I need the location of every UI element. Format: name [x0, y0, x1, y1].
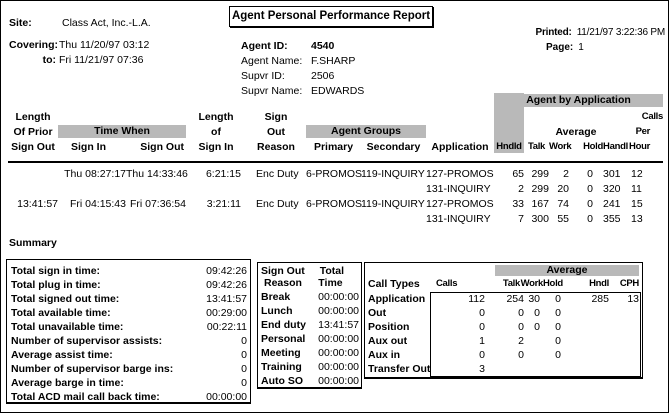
cell-application: 127-PROMOS: [426, 167, 494, 180]
reason-label: Personal: [261, 332, 306, 345]
cell-cph: 11: [631, 182, 642, 195]
talk-value: 0: [518, 348, 524, 361]
reason-row: [261, 317, 359, 331]
call-type-label: Aux out: [368, 334, 408, 347]
total-value: 0: [241, 362, 247, 375]
cell-sign-in: Thu 08:27:17: [64, 167, 126, 180]
total-value: 0: [241, 348, 247, 361]
supvr-name-label: Supvr Name:: [241, 85, 303, 97]
sign-out-reason-box: [257, 262, 362, 389]
col-header-average: Average: [555, 125, 597, 138]
cell-secondary-group: 119-INQUIRY: [361, 197, 425, 210]
calls-value: 112: [468, 292, 485, 305]
reason-label: End duty: [261, 318, 306, 331]
covering-from: Thu 11/20/97 03:12: [59, 39, 150, 51]
reason-label: Break: [261, 290, 291, 303]
total-row: [11, 305, 247, 319]
cph-header: CPH: [619, 278, 639, 290]
to-label: to:: [42, 54, 56, 66]
cell-cph: 12: [631, 167, 643, 180]
cell-length-sign-in: 6:21:15: [205, 167, 241, 180]
cell-work: 2: [563, 167, 569, 180]
hndl-value: 285: [591, 292, 609, 305]
cell-handl: 355: [603, 212, 621, 225]
col-header-sign-out: Sign Out: [140, 140, 184, 153]
total-label: Average barge in time:: [11, 376, 124, 389]
total-label: Average assist time:: [11, 348, 113, 361]
hold-value: 0: [555, 348, 561, 361]
call-type-label: Out: [368, 306, 387, 319]
calls-value: 0: [479, 348, 485, 361]
col-header-work: Work: [549, 141, 572, 153]
average-band: Average: [495, 265, 639, 276]
app-row: [8, 210, 663, 225]
total-value: 00:29:00: [206, 306, 247, 319]
reason-row: [261, 373, 359, 387]
col-header-reason: Reason: [257, 140, 295, 153]
performance-table-header: [8, 93, 663, 153]
calls-value: 1: [479, 334, 485, 347]
col-header-handl: Handl: [603, 141, 628, 153]
agent-id-value: 4540: [311, 40, 335, 52]
total-row: [11, 277, 247, 291]
cell-hold: 0: [587, 212, 593, 225]
total-row: [11, 333, 247, 347]
total-label: Total available time:: [11, 306, 111, 319]
col-header-hndld: Hndld: [496, 141, 522, 153]
cell-work: 55: [557, 212, 569, 225]
col-header-of-prior: Of Prior: [13, 125, 53, 138]
total-label: Number of supervisor assists:: [11, 334, 163, 347]
call-type-label: Transfer Out: [368, 362, 431, 375]
reason-row: [261, 289, 359, 303]
talk-value: 2: [518, 334, 524, 347]
reason-time: 00:00:00: [318, 290, 359, 303]
col-header-primary: Primary: [313, 140, 354, 153]
call-type-row: [368, 361, 640, 375]
page-row: [546, 42, 584, 54]
calls-value: 0: [479, 320, 485, 333]
col-header-prior-sign-out: Sign Out: [11, 140, 55, 153]
total-row: [11, 319, 247, 333]
cell-prior-sign-out: 13:41:57: [17, 197, 58, 210]
hndl-header: Hndl: [589, 278, 609, 290]
call-type-label: Aux in: [368, 348, 401, 361]
talk-header: Talk: [502, 278, 520, 290]
total-label: Number of supervisor barge ins:: [11, 362, 174, 375]
cell-talk: 299: [531, 182, 549, 195]
reason-row: [261, 331, 359, 345]
hold-value: 0: [555, 292, 561, 305]
cell-work: 20: [557, 182, 569, 195]
work-header: Work: [520, 278, 543, 290]
col-header-calls: Calls: [641, 111, 663, 123]
total-label: Total signed out time:: [11, 292, 120, 305]
covering-label: Covering:: [9, 39, 59, 51]
cell-primary-group: 6-PROMOS: [306, 197, 363, 210]
session-row: [8, 195, 663, 210]
reason-time: 13:41:57: [318, 318, 359, 331]
covering-to: Fri 11/21/97 07:36: [59, 54, 144, 66]
talk-value: 0: [518, 306, 524, 319]
total-label: Total sign in time:: [11, 264, 101, 277]
cell-secondary-group: 119-INQUIRY: [361, 167, 425, 180]
cell-handl: 301: [603, 167, 621, 180]
col-header-per: Per: [635, 126, 650, 138]
calls-header: Calls: [436, 278, 458, 290]
col-header-application: Application: [431, 140, 489, 153]
cell-reason: Enc Duty: [256, 197, 299, 210]
report-title-box: [229, 6, 433, 27]
app-row: [8, 180, 663, 195]
time-when-band: Time When: [58, 125, 186, 138]
cell-sign-out: Thu 14:33:46: [126, 167, 188, 180]
total-value: 09:42:26: [206, 264, 247, 277]
printed-value: 11/21/97 3:22:36 PM: [576, 27, 665, 38]
hold-value: 0: [555, 320, 561, 333]
hold-header: Hold: [543, 278, 563, 290]
total-row: [11, 375, 247, 389]
reason-time: 00:00:00: [318, 346, 359, 359]
cell-work: 74: [557, 197, 569, 210]
col-header-sign: Sign: [264, 110, 288, 123]
work-value: 30: [528, 292, 540, 305]
summary-title: Summary: [9, 237, 57, 249]
agent-groups-band: Agent Groups: [306, 125, 426, 138]
cell-primary-group: 6-PROMOS: [306, 167, 363, 180]
call-types-header-row: [368, 277, 639, 290]
total-label: Total ACD mail call back time:: [11, 390, 160, 403]
sign-out-header: Sign Out: [261, 264, 305, 277]
cell-hndld: 33: [512, 197, 524, 210]
col-header-secondary: Secondary: [366, 140, 421, 153]
cell-talk: 299: [531, 167, 549, 180]
cell-application: 131-INQUIRY: [426, 182, 491, 195]
total-header: Total: [319, 264, 345, 277]
col-header-hold: Hold: [583, 141, 603, 153]
total-value: 09:42:26: [206, 278, 247, 291]
cell-talk: 300: [531, 212, 549, 225]
page-label: Page:: [546, 42, 574, 53]
cell-hold: 0: [587, 182, 593, 195]
cell-length-sign-in: 3:21:11: [206, 197, 241, 210]
work-value: 0: [534, 320, 540, 333]
total-row: [11, 389, 247, 403]
summary-totals-box: [6, 259, 251, 404]
cell-sign-in: Fri 04:15:43: [69, 197, 126, 210]
supvr-id-value: 2506: [311, 70, 335, 82]
agent-name-value: F.SHARP: [311, 55, 356, 67]
total-row: [11, 263, 247, 277]
total-row: [11, 361, 247, 375]
agent-name-label: Agent Name:: [241, 55, 303, 67]
total-label: Total plug in time:: [11, 278, 101, 291]
total-value: 0: [241, 376, 247, 389]
talk-value: 254: [506, 292, 524, 305]
total-row: [11, 347, 247, 361]
cell-cph: 15: [631, 197, 643, 210]
printed-label: Printed:: [535, 27, 572, 38]
col-header-hour: Hour: [629, 141, 650, 153]
total-value: 0: [241, 334, 247, 347]
report-title: Agent Personal Performance Report: [231, 10, 431, 22]
call-types-rows: [368, 291, 640, 375]
performance-table-body: [8, 165, 663, 225]
page-number: 1: [578, 42, 584, 53]
cell-hndld: 65: [512, 167, 524, 180]
col-header-length-signin: Length: [198, 110, 234, 123]
total-value: 00:00:00: [206, 390, 247, 403]
reason-time: 00:00:00: [318, 304, 359, 317]
total-value: 13:41:57: [206, 292, 247, 305]
printed-row: [536, 27, 666, 39]
col-header-out: Out: [266, 125, 286, 138]
col-header-talk: Talk: [527, 141, 546, 153]
cell-handl: 320: [603, 182, 621, 195]
cell-reason: Enc Duty: [256, 167, 299, 180]
call-type-row: [368, 305, 640, 319]
cell-application: 127-PROMOS: [426, 197, 494, 210]
reason-time: 00:00:00: [318, 360, 359, 373]
reason-time: 00:00:00: [318, 374, 359, 387]
col-header-length-sign-in: Sign In: [198, 140, 234, 153]
cell-sign-out: Fri 07:36:54: [129, 197, 186, 210]
calls-value: 3: [479, 362, 485, 375]
reason-row: [261, 345, 359, 359]
total-value: 00:22:11: [206, 320, 247, 333]
supvr-name-value: EDWARDS: [311, 85, 365, 97]
reason-label: Lunch: [261, 304, 293, 317]
site-value: Class Act, Inc.-L.A.: [62, 17, 151, 29]
site-label: Site:: [9, 17, 32, 29]
reason-label: Auto SO: [261, 374, 303, 387]
work-value: 0: [534, 306, 540, 319]
col-header-sign-in: Sign In: [71, 140, 106, 153]
col-header-length-prior: Length: [15, 110, 51, 123]
call-type-label: Application: [368, 292, 426, 305]
total-label: Total unavailable time:: [11, 320, 124, 333]
time-header: Time: [318, 276, 343, 289]
reason-time: 00:00:00: [318, 332, 359, 345]
cell-hold: 0: [587, 167, 593, 180]
cell-application: 131-INQUIRY: [426, 212, 491, 225]
hold-value: 0: [555, 306, 561, 319]
reason-label: Training: [261, 360, 302, 373]
call-type-label: Position: [368, 320, 410, 333]
reason-row: [261, 359, 359, 373]
agent-by-application-band: Agent by Application: [494, 94, 663, 107]
reason-header: Reason: [264, 276, 302, 289]
call-type-row: [368, 347, 640, 361]
agent-id-label: Agent ID:: [241, 40, 288, 52]
cell-talk: 167: [531, 197, 549, 210]
calls-value: 0: [479, 306, 485, 319]
call-type-row: [368, 319, 640, 333]
cph-value: 13: [627, 292, 639, 305]
reason-row: [261, 303, 359, 317]
session-row: [8, 165, 663, 180]
call-type-row: [368, 291, 640, 305]
call-types-header: Call Types: [368, 277, 420, 290]
talk-value: 0: [518, 320, 524, 333]
hold-value: 0: [555, 334, 561, 347]
call-types-box: [364, 262, 643, 379]
call-type-row: [368, 333, 640, 347]
reason-label: Meeting: [261, 346, 301, 359]
cell-hndld: 2: [518, 182, 524, 195]
cell-cph: 13: [631, 212, 643, 225]
total-row: [11, 291, 247, 305]
cell-handl: 241: [603, 197, 621, 210]
supvr-id-label: Supvr ID:: [241, 70, 285, 82]
col-header-of: of: [211, 125, 221, 138]
cell-hold: 0: [587, 197, 593, 210]
header-rule: [8, 161, 663, 163]
cell-hndld: 7: [518, 212, 524, 225]
